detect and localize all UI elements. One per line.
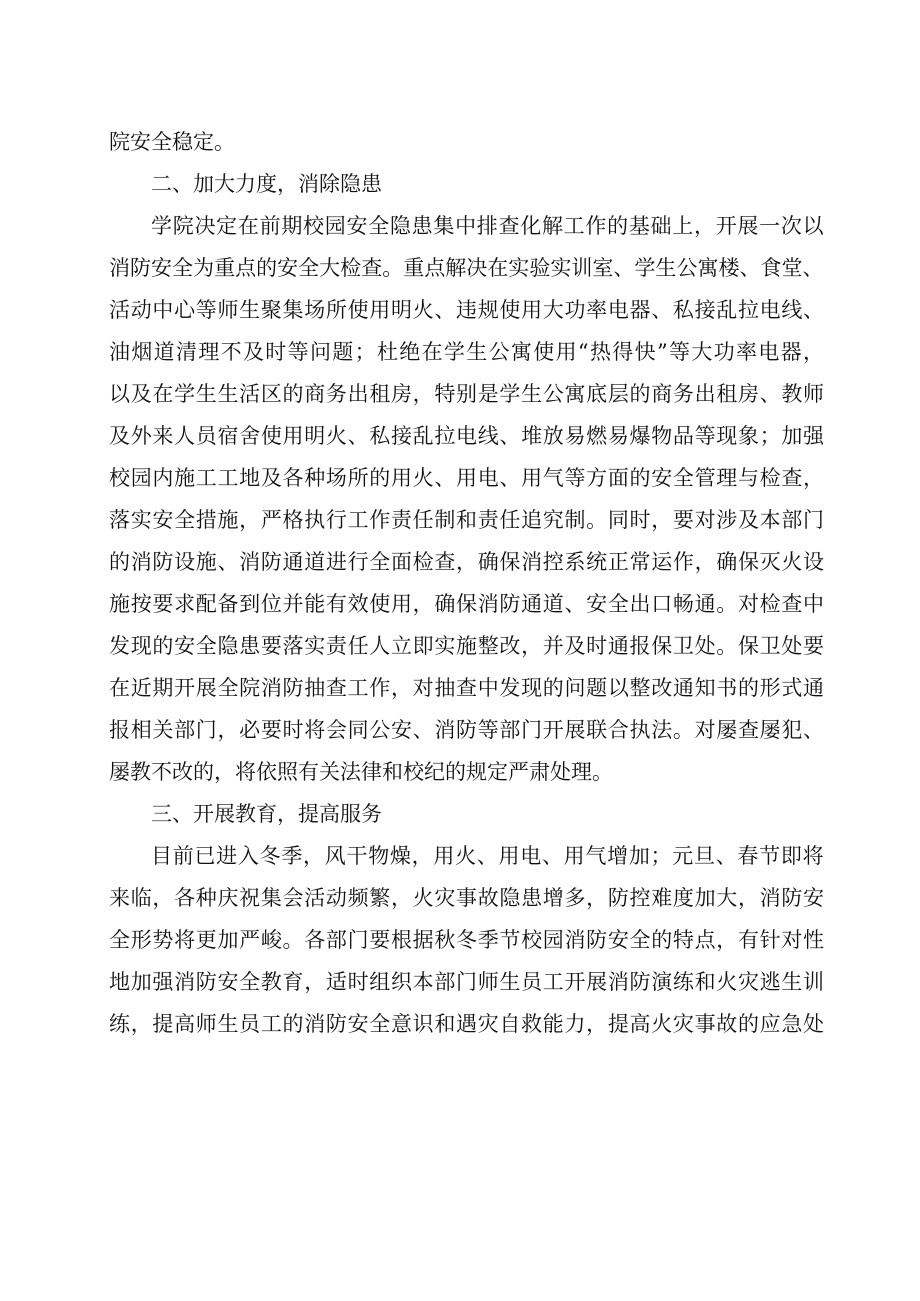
section-heading: 三、开展教育，提高服务: [151, 802, 382, 826]
paragraph-line: 以 及 在 学 生 生 活 区 的 商 务 出 租 房 ， 特 别 是 学 生 公 寓 底 层 的 商 务 出 租 房 、 教 师: [109, 382, 824, 406]
paragraph-line: 报 相 关 部 门 ， 必 要 时 将 会 同 公 安 、 消 防 等 部 门 开 展 联 合 执 法 。 对 屡 查 屡 犯 、: [109, 718, 824, 742]
paragraph-line: 消 防 安 全 为 重 点 的 安 全 大 检 查 。 重 点 解 决 在 实 验 实 训 室 、 学 生 公 寓 楼 、 食 堂 、: [109, 256, 824, 280]
paragraph-line: 院安全稳定。: [109, 130, 235, 154]
paragraph-line: 施 按 要 求 配 备 到 位 并 能 有 效 使 用 ， 确 保 消 防 通 道 、 安 全 出 口 畅 通 。 对 检 查 中: [109, 592, 824, 616]
paragraph-line: 目 前 已 进 入 冬 季 ， 风 干 物 燥 ， 用 火 、 用 电 、 用 气 增 加 ； 元 旦 、 春 节 即 将: [151, 844, 824, 868]
paragraph-line: 屡教不改的，将依照有关法律和校纪的规定严肃处理。: [109, 760, 613, 784]
paragraph-line: 地 加 强 消 防 安 全 教 育 ， 适 时 组 织 本 部 门 师 生 员 工 开 展 消 防 演 练 和 火 灾 逃 生 训: [109, 970, 824, 994]
paragraph-line: 全 形 势 将 更 加 严 峻 。 各 部 门 要 根 据 秋 冬 季 节 校 园 消 防 安 全 的 特 点 ， 有 针 对 性: [109, 928, 824, 952]
section-heading: 二、加大力度，消除隐患: [151, 172, 382, 196]
paragraph-line: 学 院 决 定 在 前 期 校 园 安 全 隐 患 集 中 排 查 化 解 工 作 的 基 础 上 ， 开 展 一 次 以: [151, 214, 824, 238]
paragraph-line: 在 近 期 开 展 全 院 消 防 抽 查 工 作 ， 对 抽 查 中 发 现 的 问 题 以 整 改 通 知 书 的 形 式 通: [109, 676, 824, 700]
paragraph-line: 校 园 内 施 工 工 地 及 各 种 场 所 的 用 火 、 用 电 、 用 气 等 方 面 的 安 全 管 理 与 检 查 ，: [109, 466, 824, 490]
paragraph-line: 的 消 防 设 施 、 消 防 通 道 进 行 全 面 检 查 ， 确 保 消 控 系 统 正 常 运 作 ， 确 保 灭 火 设: [109, 550, 824, 574]
document-body: [109, 121, 824, 1045]
paragraph-line: 发 现 的 安 全 隐 患 要 落 实 责 任 人 立 即 实 施 整 改 ， 并 及 时 通 报 保 卫 处 。 保 卫 处 要: [109, 634, 824, 658]
paragraph-line: 来 临 ， 各 种 庆 祝 集 会 活 动 频 繁 ， 火 灾 事 故 隐 患 增 多 ， 防 控 难 度 加 大 ， 消 防 安: [109, 886, 824, 910]
paragraph-line: 落 实 安 全 措 施 ， 严 格 执 行 工 作 责 任 制 和 责 任 追 究 制 。 同 时 ， 要 对 涉 及 本 部 门: [109, 508, 824, 532]
paragraph-line: 练 ， 提 高 师 生 员 工 的 消 防 安 全 意 识 和 遇 灾 自 救 能 力 ， 提 高 火 灾 事 故 的 应 急 处: [109, 1012, 824, 1036]
paragraph-line: 及 外 来 人 员 宿 舍 使 用 明 火 、 私 接 乱 拉 电 线 、 堆 放 易 燃 易 爆 物 品 等 现 象 ； 加 强: [109, 424, 824, 448]
paragraph-line: 油 烟 道 清 理 不 及 时 等 问 题 ； 杜 绝 在 学 生 公 寓 使 用 “ 热 得 快 ” 等 大 功 率 电 器 ，: [109, 340, 824, 364]
paragraph-line: 活 动 中 心 等 师 生 聚 集 场 所 使 用 明 火 、 违 规 使 用 大 功 率 电 器 、 私 接 乱 拉 电 线 、: [109, 298, 824, 322]
